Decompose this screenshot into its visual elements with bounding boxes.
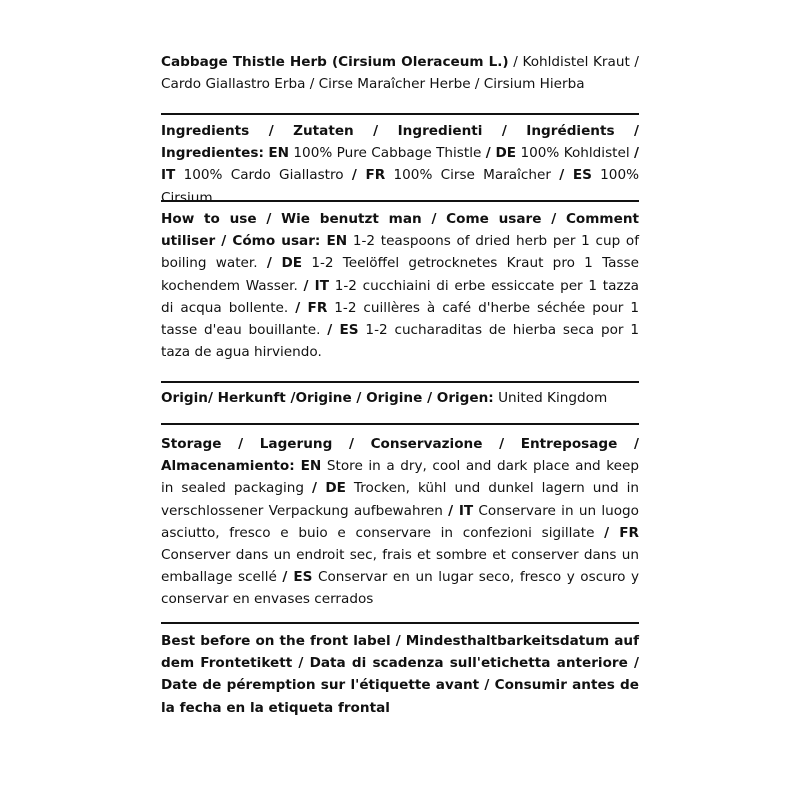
storage-heading: Storage / Lagerung / Conservazione / Entreposage / Almacenamiento:: [161, 436, 639, 475]
how-to-use-es-code: / ES: [327, 322, 359, 339]
storage-fr-code: / FR: [604, 524, 639, 541]
divider-4: [161, 423, 639, 425]
how-to-use-fr-code: / FR: [295, 299, 328, 316]
storage-en: Store in a dry, cool and dark place and keep in sealed packaging: [161, 458, 639, 497]
storage-en-code: EN: [294, 458, 322, 475]
product-title-main: Cabbage Thistle Herb (Cirsium Oleraceum L.): [161, 54, 509, 70]
storage-fr: Conserver dans un endroit sec, frais et sombre et conserver dans un emballage scellé: [161, 547, 639, 586]
storage-it: Conservare in un luogo asciutto, fresco e buio e conservare in confezioni sigillate: [161, 502, 639, 541]
ingredients-de: 100% Kohldistel: [516, 145, 635, 162]
divider-3: [161, 381, 639, 383]
ingredients-de-code: / DE: [485, 145, 517, 162]
ingredients-es-code: / ES: [559, 167, 592, 184]
how-to-use-es: 1-2 cucharaditas de hierba seca por 1 taza de agua hirviendo.: [161, 322, 640, 361]
origin-section: [161, 387, 639, 409]
how-to-use-de-code: / DE: [266, 255, 303, 272]
how-to-use-de: 1-2 Teelöffel getrocknetes Kraut pro 1 Tasse kochendem Wasser.: [161, 255, 639, 294]
how-to-use-fr: 1-2 cuillères à café d'herbe séchée pour 1 tasse d'eau bouillante.: [161, 299, 640, 339]
how-to-use-it-code: / IT: [303, 277, 329, 294]
storage-section: [161, 433, 639, 611]
ingredients-it-code: / IT: [161, 145, 639, 184]
how-to-use-heading: How to use / Wie benutzt man / Come usare / Comment utiliser / Cómo usar:: [161, 211, 639, 250]
best-before-text: Best before on the front label / Mindesthaltbarkeitsdatum auf dem Frontetikett / Data di scadenza sull'etichetta anteriore / Date de péremption sur l'étiquette avant / Consumir antes de la fecha en la etiqueta frontal: [161, 633, 639, 716]
storage-de: Trocken, kühl und dunkel lagern und in verschlossener Verpackung aufbewahren: [161, 480, 639, 519]
divider-5: [161, 622, 639, 624]
ingredients-en-code: EN: [268, 145, 290, 162]
how-to-use-en-code: EN: [320, 233, 348, 250]
ingredients-es: 100% Cirsium: [161, 167, 640, 206]
ingredients-it: 100% Cardo Giallastro: [175, 167, 352, 184]
origin-value: United Kingdom: [493, 390, 608, 406]
how-to-use-section: [161, 208, 639, 363]
product-title: [161, 51, 639, 95]
storage-es: Conservar en un lugar seco, fresco y oscuro y conservar en envases cerrados: [161, 569, 639, 608]
how-to-use-it: 1-2 cucchiaini di erbe essiccate per 1 tazza di acqua bollente.: [161, 277, 639, 316]
divider-1: [161, 113, 639, 115]
storage-it-code: / IT: [448, 502, 474, 519]
ingredients-heading: Ingredients / Zutaten / Ingredienti / Ingrédients / Ingredientes:: [161, 123, 639, 162]
best-before-section: [161, 630, 639, 719]
ingredients-en: 100% Pure Cabbage Thistle: [289, 145, 486, 162]
how-to-use-en: 1-2 teaspoons of dried herb per 1 cup of boiling water.: [161, 233, 639, 272]
ingredients-section: [161, 120, 639, 209]
divider-2: [161, 200, 639, 202]
origin-heading: Origin/ Herkunft /Origine / Origine / Origen:: [161, 390, 494, 406]
storage-es-code: / ES: [282, 569, 313, 586]
ingredients-fr-code: / FR: [351, 167, 386, 184]
ingredients-fr: 100% Cirse Maraîcher: [385, 167, 560, 184]
storage-de-code: / DE: [311, 480, 346, 497]
product-title-translations: / Kohldistel Kraut / Cardo Giallastro Erba / Cirse Maraîcher Herbe / Cirsium Hierba: [161, 54, 639, 93]
